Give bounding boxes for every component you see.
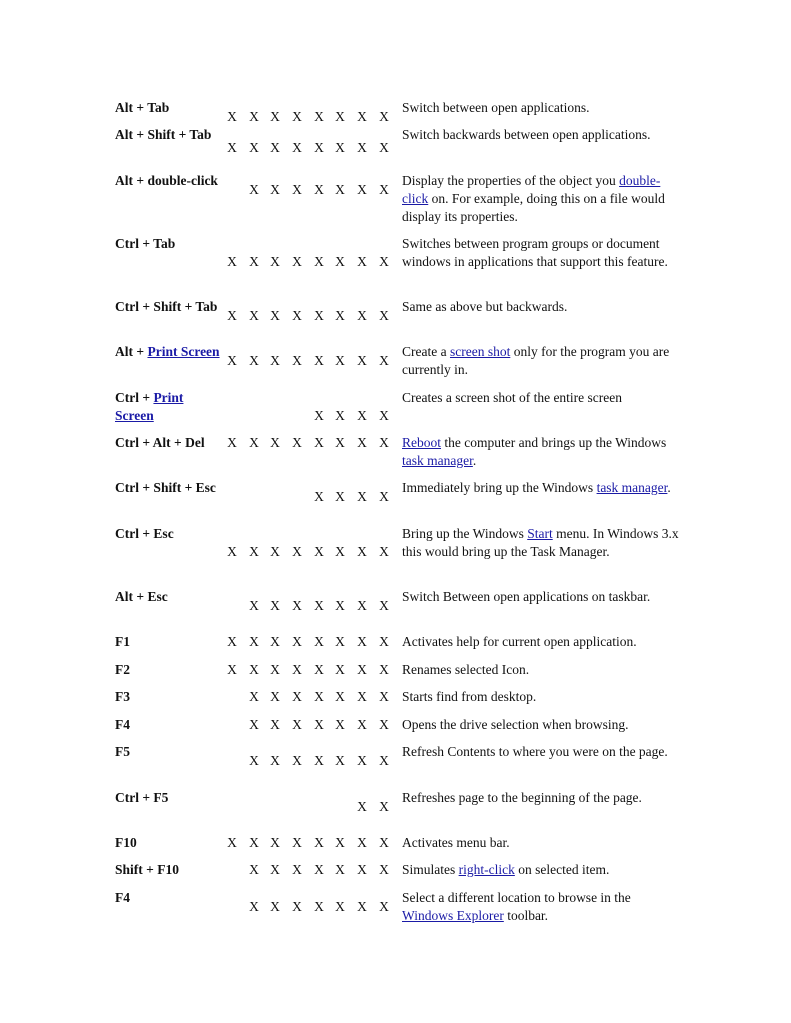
compat-mark: X — [227, 254, 237, 269]
shortcut-key — [115, 834, 223, 852]
compat-mark: X — [227, 308, 237, 323]
shortcut-description — [402, 235, 680, 271]
shortcut-key — [115, 235, 223, 253]
shortcut-key — [115, 434, 223, 452]
os-compat-marks — [226, 861, 392, 879]
text-segment: Ctrl + Shift + Tab — [115, 299, 218, 314]
text-segment: F2 — [115, 662, 130, 677]
compat-mark: X — [379, 899, 389, 914]
os-compat-marks — [226, 661, 392, 679]
text-segment: the computer and brings up the Windows — [441, 435, 667, 450]
link[interactable]: double-click — [402, 173, 661, 206]
compat-mark: X — [335, 835, 345, 850]
compat-mark: X — [379, 717, 389, 732]
compat-mark: X — [249, 662, 259, 677]
shortcut-key — [115, 343, 223, 361]
compat-mark: X — [270, 435, 280, 450]
compat-mark: X — [357, 862, 367, 877]
shortcut-key — [115, 861, 223, 879]
text-segment: Ctrl + Shift + Esc — [115, 480, 216, 495]
compat-mark: X — [292, 544, 302, 559]
compat-mark: X — [357, 753, 367, 768]
text-segment: Opens the drive selection when browsing. — [402, 717, 629, 732]
shortcut-key — [115, 389, 223, 425]
compat-mark: X — [314, 489, 324, 504]
os-compat-marks — [226, 688, 392, 706]
compat-mark: X — [270, 182, 280, 197]
compat-mark: X — [314, 308, 324, 323]
text-segment: Ctrl + Alt + Del — [115, 435, 205, 450]
os-compat-marks — [226, 181, 392, 199]
text-segment: menu. In Windows 3.x this would bring up the Task Manager. — [402, 526, 679, 559]
compat-mark: X — [335, 634, 345, 649]
compat-mark: X — [335, 717, 345, 732]
shortcut-description — [402, 389, 680, 407]
text-segment: F3 — [115, 689, 130, 704]
shortcut-key — [115, 789, 223, 807]
compat-mark: X — [335, 689, 345, 704]
compat-mark: X — [379, 408, 389, 423]
compat-mark: X — [379, 835, 389, 850]
compat-mark: X — [357, 308, 367, 323]
compat-mark: X — [270, 717, 280, 732]
os-compat-marks — [226, 798, 392, 816]
shortcut-description — [402, 861, 680, 879]
compat-mark: X — [314, 717, 324, 732]
text-segment: Select a different location to browse in the — [402, 890, 631, 905]
text-segment: Switch between open applications. — [402, 100, 590, 115]
text-segment: Switch backwards between open applications. — [402, 127, 651, 142]
compat-mark: X — [335, 753, 345, 768]
compat-mark: X — [270, 753, 280, 768]
os-compat-marks — [226, 434, 392, 452]
compat-mark: X — [292, 662, 302, 677]
text-segment: . — [472, 453, 477, 468]
text-segment: Ctrl + F5 — [115, 790, 169, 805]
os-compat-marks — [226, 139, 392, 157]
compat-mark: X — [270, 662, 280, 677]
compat-mark: X — [292, 634, 302, 649]
shortcut-key — [115, 126, 223, 144]
text-segment: Shift + F10 — [115, 862, 179, 877]
compat-mark: X — [357, 598, 367, 613]
compat-mark: X — [357, 662, 367, 677]
compat-mark: X — [335, 353, 345, 368]
compat-mark: X — [249, 353, 259, 368]
compat-mark: X — [270, 109, 280, 124]
compat-mark: X — [314, 689, 324, 704]
shortcut-key — [115, 588, 223, 606]
compat-mark: X — [335, 435, 345, 450]
text-segment: F4 — [115, 890, 130, 905]
shortcut-key — [115, 889, 223, 907]
shortcut-description — [402, 688, 680, 706]
compat-mark: X — [270, 634, 280, 649]
compat-mark: X — [335, 308, 345, 323]
compat-mark: X — [314, 753, 324, 768]
compat-mark: X — [335, 140, 345, 155]
compat-mark: X — [379, 598, 389, 613]
compat-mark: X — [292, 598, 302, 613]
text-segment: Activates help for current open application. — [402, 634, 637, 649]
text-segment: Bring up the Windows — [402, 526, 528, 541]
text-segment: Alt + Esc — [115, 589, 168, 604]
text-segment: on selected item. — [514, 862, 610, 877]
compat-mark: X — [292, 899, 302, 914]
text-segment: only for the program you are currently in. — [402, 344, 670, 377]
compat-mark: X — [379, 753, 389, 768]
compat-mark: X — [314, 634, 324, 649]
shortcut-key — [115, 172, 223, 190]
compat-mark: X — [335, 408, 345, 423]
shortcut-description — [402, 298, 680, 316]
compat-mark: X — [335, 109, 345, 124]
os-compat-marks — [226, 716, 392, 734]
compat-mark: X — [335, 899, 345, 914]
compat-mark: X — [357, 353, 367, 368]
compat-mark: X — [357, 899, 367, 914]
text-segment: Alt + double-click — [115, 173, 218, 188]
shortcut-description — [402, 343, 680, 379]
compat-mark: X — [357, 140, 367, 155]
os-compat-marks — [226, 633, 392, 651]
shortcut-description — [402, 889, 680, 925]
compat-mark: X — [335, 862, 345, 877]
compat-mark: X — [314, 182, 324, 197]
compat-mark: X — [357, 835, 367, 850]
compat-mark: X — [314, 862, 324, 877]
text-segment: Starts find from desktop. — [402, 689, 537, 704]
compat-mark: X — [335, 662, 345, 677]
text-segment: F10 — [115, 835, 137, 850]
os-compat-marks — [226, 253, 392, 271]
compat-mark: X — [335, 489, 345, 504]
compat-mark: X — [379, 662, 389, 677]
compat-mark: X — [249, 753, 259, 768]
compat-mark: X — [314, 598, 324, 613]
link[interactable]: right-click — [458, 862, 515, 877]
os-compat-marks — [226, 543, 392, 561]
text-segment: . — [667, 480, 671, 495]
shortcut-description — [402, 743, 680, 761]
shortcut-description — [402, 588, 680, 606]
compat-mark: X — [227, 544, 237, 559]
compat-mark: X — [357, 182, 367, 197]
compat-mark: X — [335, 544, 345, 559]
compat-mark: X — [379, 634, 389, 649]
compat-mark: X — [249, 435, 259, 450]
text-segment: Simulates — [402, 862, 459, 877]
text-segment: Create a — [402, 344, 450, 359]
compat-mark: X — [249, 308, 259, 323]
shortcut-description — [402, 434, 680, 470]
text-segment: F5 — [115, 744, 130, 759]
shortcut-description — [402, 716, 680, 734]
compat-mark: X — [357, 109, 367, 124]
shortcut-description — [402, 789, 680, 807]
link[interactable]: task manager — [402, 453, 473, 468]
compat-mark: X — [314, 544, 324, 559]
text-segment: Ctrl + Tab — [115, 236, 176, 251]
shortcut-description — [402, 834, 680, 852]
text-segment: Alt + Shift + Tab — [115, 127, 212, 142]
compat-mark: X — [357, 435, 367, 450]
compat-mark: X — [314, 835, 324, 850]
compat-mark: X — [379, 109, 389, 124]
compat-mark: X — [249, 899, 259, 914]
compat-mark: X — [249, 109, 259, 124]
compat-mark: X — [379, 353, 389, 368]
compat-mark: X — [314, 353, 324, 368]
compat-mark: X — [292, 109, 302, 124]
link[interactable]: Print Screen — [147, 344, 220, 359]
compat-mark: X — [314, 662, 324, 677]
text-segment: Activates menu bar. — [402, 835, 510, 850]
compat-mark: X — [292, 753, 302, 768]
compat-mark: X — [270, 308, 280, 323]
compat-mark: X — [270, 862, 280, 877]
compat-mark: X — [249, 254, 259, 269]
link[interactable]: Print Screen — [115, 390, 184, 423]
os-compat-marks — [226, 407, 392, 425]
shortcut-key — [115, 298, 223, 316]
compat-mark: X — [357, 489, 367, 504]
text-segment: Renames selected Icon. — [402, 662, 530, 677]
compat-mark: X — [292, 717, 302, 732]
text-segment: on. For example, doing this on a file would display its properties. — [402, 191, 665, 224]
shortcut-description — [402, 525, 680, 561]
compat-mark: X — [270, 899, 280, 914]
compat-mark: X — [227, 634, 237, 649]
compat-mark: X — [292, 140, 302, 155]
os-compat-marks — [226, 488, 392, 506]
compat-mark: X — [249, 598, 259, 613]
link[interactable]: Reboot — [402, 435, 441, 450]
compat-mark: X — [227, 140, 237, 155]
shortcut-key — [115, 688, 223, 706]
text-segment: Switches between program groups or document windows in applications that support this feature. — [402, 236, 668, 269]
compat-mark: X — [379, 799, 389, 814]
text-segment: Creates a screen shot of the entire screen — [402, 390, 623, 405]
os-compat-marks — [226, 597, 392, 615]
shortcut-description — [402, 99, 680, 117]
text-segment: Ctrl + Esc — [115, 526, 174, 541]
text-segment: toolbar. — [503, 908, 549, 923]
shortcut-key — [115, 525, 223, 543]
compat-mark: X — [292, 835, 302, 850]
compat-mark: X — [379, 689, 389, 704]
compat-mark: X — [357, 408, 367, 423]
compat-mark: X — [249, 182, 259, 197]
compat-mark: X — [292, 308, 302, 323]
compat-mark: X — [249, 634, 259, 649]
compat-mark: X — [270, 140, 280, 155]
compat-mark: X — [379, 489, 389, 504]
compat-mark: X — [379, 544, 389, 559]
text-segment: F1 — [115, 634, 130, 649]
compat-mark: X — [249, 717, 259, 732]
shortcut-key — [115, 716, 223, 734]
compat-mark: X — [314, 254, 324, 269]
compat-mark: X — [379, 182, 389, 197]
compat-mark: X — [314, 408, 324, 423]
compat-mark: X — [314, 109, 324, 124]
os-compat-marks — [226, 352, 392, 370]
compat-mark: X — [314, 899, 324, 914]
link[interactable]: screen shot — [449, 344, 511, 359]
text-segment: Display the properties of the object you — [402, 173, 620, 188]
shortcut-key — [115, 743, 223, 761]
os-compat-marks — [226, 898, 392, 916]
shortcut-key — [115, 479, 223, 497]
shortcut-description — [402, 661, 680, 679]
compat-mark: X — [249, 544, 259, 559]
link[interactable]: Start — [527, 526, 553, 541]
compat-mark: X — [357, 254, 367, 269]
os-compat-marks — [226, 307, 392, 325]
os-compat-marks — [226, 834, 392, 852]
compat-mark: X — [357, 799, 367, 814]
text-segment: Same as above but backwards. — [402, 299, 568, 314]
compat-mark: X — [292, 254, 302, 269]
compat-mark: X — [292, 862, 302, 877]
text-segment: Ctrl + — [115, 390, 154, 405]
shortcut-key — [115, 99, 223, 117]
compat-mark: X — [314, 140, 324, 155]
text-segment: F4 — [115, 717, 130, 732]
compat-mark: X — [335, 254, 345, 269]
compat-mark: X — [314, 435, 324, 450]
text-segment: Alt + Tab — [115, 100, 170, 115]
compat-mark: X — [357, 544, 367, 559]
compat-mark: X — [292, 353, 302, 368]
text-segment: Switch Between open applications on taskbar. — [402, 589, 651, 604]
shortcut-description — [402, 126, 680, 144]
compat-mark: X — [270, 254, 280, 269]
compat-mark: X — [379, 140, 389, 155]
compat-mark: X — [379, 254, 389, 269]
text-segment: Alt + — [115, 344, 148, 359]
compat-mark: X — [249, 140, 259, 155]
compat-mark: X — [227, 109, 237, 124]
compat-mark: X — [379, 862, 389, 877]
compat-mark: X — [270, 544, 280, 559]
compat-mark: X — [335, 182, 345, 197]
compat-mark: X — [379, 435, 389, 450]
compat-mark: X — [227, 662, 237, 677]
text-segment: Refreshes page to the beginning of the page. — [402, 790, 642, 805]
link[interactable]: Windows Explorer — [402, 908, 504, 923]
shortcut-key — [115, 661, 223, 679]
compat-mark: X — [227, 435, 237, 450]
compat-mark: X — [379, 308, 389, 323]
compat-mark: X — [270, 689, 280, 704]
os-compat-marks — [226, 752, 392, 770]
compat-mark: X — [270, 598, 280, 613]
compat-mark: X — [335, 598, 345, 613]
link[interactable]: task manager — [596, 480, 668, 495]
compat-mark: X — [270, 353, 280, 368]
text-segment: Immediately bring up the Windows — [402, 480, 597, 495]
compat-mark: X — [249, 862, 259, 877]
compat-mark: X — [292, 182, 302, 197]
compat-mark: X — [249, 835, 259, 850]
text-segment: Refresh Contents to where you were on the page. — [402, 744, 668, 759]
shortcut-description — [402, 172, 680, 226]
shortcut-description — [402, 479, 680, 497]
compat-mark: X — [270, 835, 280, 850]
shortcut-key — [115, 633, 223, 651]
compat-mark: X — [357, 634, 367, 649]
compat-mark: X — [292, 435, 302, 450]
compat-mark: X — [292, 689, 302, 704]
shortcut-description — [402, 633, 680, 651]
compat-mark: X — [227, 353, 237, 368]
compat-mark: X — [249, 689, 259, 704]
os-compat-marks — [226, 108, 392, 126]
compat-mark: X — [227, 835, 237, 850]
compat-mark: X — [357, 689, 367, 704]
compat-mark: X — [357, 717, 367, 732]
